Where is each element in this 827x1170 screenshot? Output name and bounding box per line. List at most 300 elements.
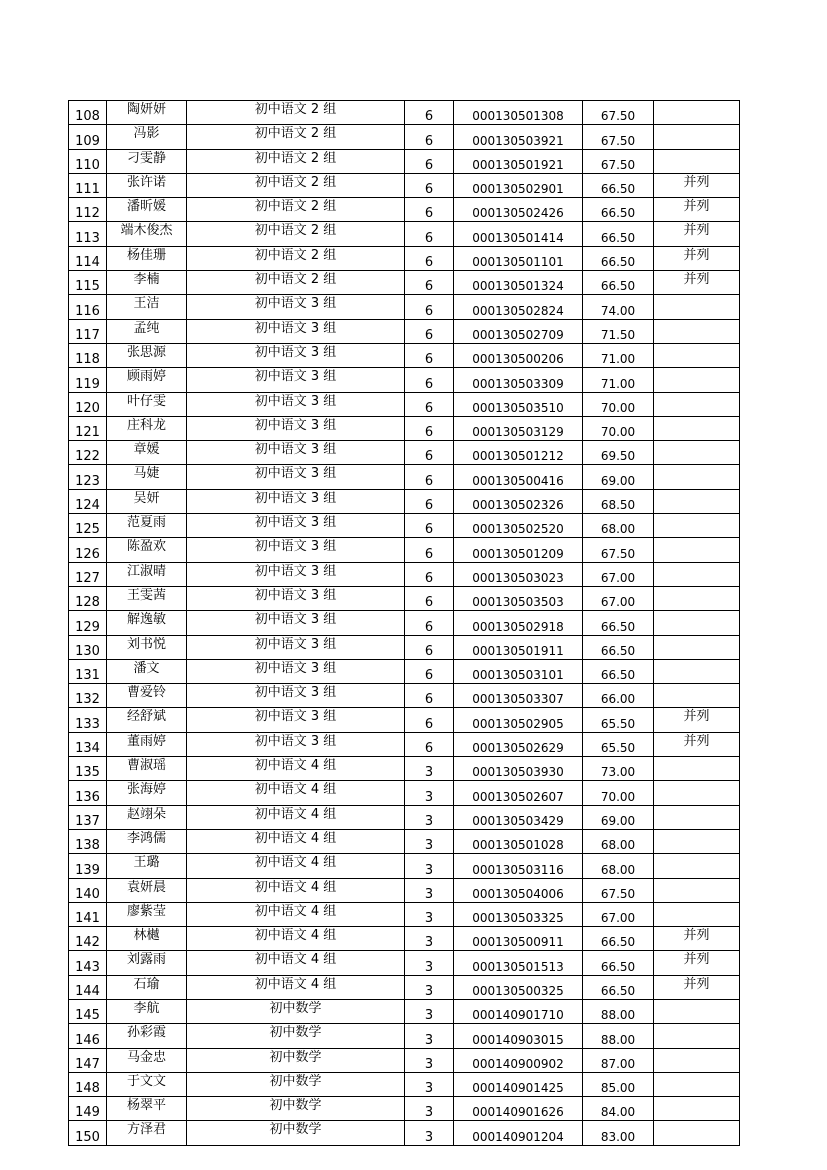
row-number-cell: 149: [69, 1097, 107, 1121]
table-row: [69, 368, 740, 392]
position-group-cell: 初中语文 2 组: [187, 101, 405, 125]
quota-cell: 6: [405, 465, 454, 489]
row-number-cell: 121: [69, 416, 107, 440]
exam-id-cell: 000130503930: [454, 757, 583, 781]
quota-cell: 3: [405, 1072, 454, 1096]
quota-cell: 3: [405, 1048, 454, 1072]
score-cell: 66.50: [583, 198, 654, 222]
row-number-cell: 122: [69, 441, 107, 465]
note-cell: [654, 125, 740, 149]
exam-id-cell: 000130502607: [454, 781, 583, 805]
table-row: [69, 198, 740, 222]
table-row: [69, 173, 740, 197]
position-group-cell: 初中语文 2 组: [187, 125, 405, 149]
note-cell: [654, 1121, 740, 1145]
name-cell: 李鸿儒: [107, 829, 187, 853]
score-table: [68, 100, 740, 1146]
table-row: [69, 125, 740, 149]
name-cell: 庄科龙: [107, 416, 187, 440]
note-cell: [654, 586, 740, 610]
quota-cell: 6: [405, 149, 454, 173]
position-group-cell: 初中语文 3 组: [187, 392, 405, 416]
exam-id-cell: 000140901710: [454, 999, 583, 1023]
quota-cell: 6: [405, 732, 454, 756]
name-cell: 董雨婷: [107, 732, 187, 756]
name-cell: 江淑晴: [107, 562, 187, 586]
note-cell: [654, 1072, 740, 1096]
exam-id-cell: 000130501414: [454, 222, 583, 246]
score-cell: 66.50: [583, 951, 654, 975]
note-cell: 并列: [654, 927, 740, 951]
row-number-cell: 111: [69, 173, 107, 197]
exam-id-cell: 000130503503: [454, 586, 583, 610]
exam-id-cell: 000130502426: [454, 198, 583, 222]
table-row: [69, 732, 740, 756]
score-cell: 66.00: [583, 684, 654, 708]
score-cell: 68.00: [583, 829, 654, 853]
row-number-cell: 120: [69, 392, 107, 416]
row-number-cell: 143: [69, 951, 107, 975]
quota-cell: 6: [405, 319, 454, 343]
name-cell: 王雯茜: [107, 586, 187, 610]
table-row: [69, 1024, 740, 1048]
table-row: [69, 1121, 740, 1145]
exam-id-cell: 000130501911: [454, 635, 583, 659]
exam-id-cell: 000130503921: [454, 125, 583, 149]
score-cell: 66.50: [583, 222, 654, 246]
exam-id-cell: 000130502901: [454, 173, 583, 197]
note-cell: [654, 659, 740, 683]
row-number-cell: 146: [69, 1024, 107, 1048]
row-number-cell: 135: [69, 757, 107, 781]
score-cell: 66.50: [583, 246, 654, 270]
row-number-cell: 136: [69, 781, 107, 805]
exam-id-cell: 000130501209: [454, 538, 583, 562]
quota-cell: 6: [405, 101, 454, 125]
position-group-cell: 初中语文 3 组: [187, 611, 405, 635]
note-cell: [654, 343, 740, 367]
position-group-cell: 初中语文 3 组: [187, 586, 405, 610]
name-cell: 袁妍晨: [107, 878, 187, 902]
note-cell: [654, 295, 740, 319]
note-cell: [654, 611, 740, 635]
quota-cell: 3: [405, 1024, 454, 1048]
note-cell: 并列: [654, 271, 740, 295]
score-cell: 88.00: [583, 999, 654, 1023]
note-cell: [654, 392, 740, 416]
quota-cell: 3: [405, 854, 454, 878]
position-group-cell: 初中语文 3 组: [187, 489, 405, 513]
quota-cell: 6: [405, 368, 454, 392]
row-number-cell: 113: [69, 222, 107, 246]
quota-cell: 6: [405, 173, 454, 197]
name-cell: 王璐: [107, 854, 187, 878]
row-number-cell: 133: [69, 708, 107, 732]
note-cell: [654, 757, 740, 781]
row-number-cell: 110: [69, 149, 107, 173]
exam-id-cell: 000130503307: [454, 684, 583, 708]
exam-id-cell: 000130503116: [454, 854, 583, 878]
table-row: [69, 101, 740, 125]
score-cell: 71.00: [583, 368, 654, 392]
table-row: [69, 659, 740, 683]
position-group-cell: 初中数学: [187, 1072, 405, 1096]
exam-id-cell: 000130503023: [454, 562, 583, 586]
score-cell: 70.00: [583, 392, 654, 416]
position-group-cell: 初中语文 4 组: [187, 975, 405, 999]
exam-id-cell: 000130503510: [454, 392, 583, 416]
score-cell: 67.50: [583, 101, 654, 125]
table-row: [69, 854, 740, 878]
position-group-cell: 初中数学: [187, 1097, 405, 1121]
quota-cell: 6: [405, 635, 454, 659]
position-group-cell: 初中数学: [187, 1048, 405, 1072]
position-group-cell: 初中语文 2 组: [187, 149, 405, 173]
quota-cell: 3: [405, 757, 454, 781]
row-number-cell: 131: [69, 659, 107, 683]
name-cell: 廖紫莹: [107, 902, 187, 926]
position-group-cell: 初中语文 3 组: [187, 319, 405, 343]
name-cell: 张思源: [107, 343, 187, 367]
table-row: [69, 951, 740, 975]
exam-id-cell: 000130503325: [454, 902, 583, 926]
position-group-cell: 初中语文 4 组: [187, 757, 405, 781]
row-number-cell: 147: [69, 1048, 107, 1072]
name-cell: 杨佳珊: [107, 246, 187, 270]
note-cell: [654, 805, 740, 829]
note-cell: [654, 149, 740, 173]
position-group-cell: 初中语文 3 组: [187, 343, 405, 367]
score-cell: 69.00: [583, 805, 654, 829]
row-number-cell: 145: [69, 999, 107, 1023]
position-group-cell: 初中语文 3 组: [187, 465, 405, 489]
exam-id-cell: 000140900902: [454, 1048, 583, 1072]
score-cell: 66.50: [583, 659, 654, 683]
note-cell: [654, 538, 740, 562]
name-cell: 经舒斌: [107, 708, 187, 732]
table-row: [69, 343, 740, 367]
row-number-cell: 119: [69, 368, 107, 392]
table-row: [69, 586, 740, 610]
note-cell: [654, 999, 740, 1023]
position-group-cell: 初中语文 4 组: [187, 854, 405, 878]
score-cell: 66.50: [583, 271, 654, 295]
exam-id-cell: 000130503309: [454, 368, 583, 392]
quota-cell: 6: [405, 441, 454, 465]
name-cell: 马金忠: [107, 1048, 187, 1072]
exam-id-cell: 000130502629: [454, 732, 583, 756]
name-cell: 刘露雨: [107, 951, 187, 975]
exam-id-cell: 000130501212: [454, 441, 583, 465]
exam-id-cell: 000130502326: [454, 489, 583, 513]
position-group-cell: 初中语文 3 组: [187, 441, 405, 465]
row-number-cell: 127: [69, 562, 107, 586]
table-row: [69, 319, 740, 343]
score-cell: 66.50: [583, 635, 654, 659]
quota-cell: 6: [405, 489, 454, 513]
quota-cell: 6: [405, 125, 454, 149]
table-row: [69, 805, 740, 829]
table-row: [69, 392, 740, 416]
exam-id-cell: 000140901425: [454, 1072, 583, 1096]
score-cell: 68.50: [583, 489, 654, 513]
table-row: [69, 1072, 740, 1096]
score-cell: 66.50: [583, 173, 654, 197]
position-group-cell: 初中数学: [187, 1024, 405, 1048]
score-cell: 65.50: [583, 732, 654, 756]
position-group-cell: 初中语文 3 组: [187, 514, 405, 538]
row-number-cell: 140: [69, 878, 107, 902]
table-row: [69, 1048, 740, 1072]
name-cell: 林樾: [107, 927, 187, 951]
exam-id-cell: 000130500911: [454, 927, 583, 951]
position-group-cell: 初中语文 3 组: [187, 708, 405, 732]
position-group-cell: 初中语文 4 组: [187, 829, 405, 853]
table-row: [69, 781, 740, 805]
note-cell: [654, 562, 740, 586]
name-cell: 叶仔雯: [107, 392, 187, 416]
table-row: [69, 999, 740, 1023]
exam-id-cell: 000130501101: [454, 246, 583, 270]
row-number-cell: 138: [69, 829, 107, 853]
position-group-cell: 初中语文 4 组: [187, 902, 405, 926]
name-cell: 刁雯静: [107, 149, 187, 173]
quota-cell: 3: [405, 902, 454, 926]
score-cell: 67.50: [583, 878, 654, 902]
exam-id-cell: 000130502709: [454, 319, 583, 343]
table-row: [69, 684, 740, 708]
note-cell: 并列: [654, 708, 740, 732]
exam-id-cell: 000130502824: [454, 295, 583, 319]
row-number-cell: 129: [69, 611, 107, 635]
note-cell: 并列: [654, 951, 740, 975]
name-cell: 范夏雨: [107, 514, 187, 538]
table-row: [69, 878, 740, 902]
row-number-cell: 134: [69, 732, 107, 756]
exam-id-cell: 000140901626: [454, 1097, 583, 1121]
quota-cell: 3: [405, 999, 454, 1023]
row-number-cell: 148: [69, 1072, 107, 1096]
score-cell: 67.00: [583, 902, 654, 926]
note-cell: [654, 514, 740, 538]
table-row: [69, 975, 740, 999]
exam-id-cell: 000140901204: [454, 1121, 583, 1145]
exam-id-cell: 000130501513: [454, 951, 583, 975]
position-group-cell: 初中语文 2 组: [187, 222, 405, 246]
score-cell: 67.00: [583, 586, 654, 610]
position-group-cell: 初中语文 4 组: [187, 805, 405, 829]
name-cell: 马婕: [107, 465, 187, 489]
name-cell: 方泽君: [107, 1121, 187, 1145]
table-row: [69, 562, 740, 586]
quota-cell: 3: [405, 975, 454, 999]
name-cell: 孙彩霞: [107, 1024, 187, 1048]
score-cell: 68.00: [583, 854, 654, 878]
exam-id-cell: 000130502520: [454, 514, 583, 538]
quota-cell: 3: [405, 829, 454, 853]
note-cell: 并列: [654, 732, 740, 756]
row-number-cell: 115: [69, 271, 107, 295]
name-cell: 于文文: [107, 1072, 187, 1096]
note-cell: [654, 829, 740, 853]
position-group-cell: 初中语文 3 组: [187, 416, 405, 440]
exam-id-cell: 000130503429: [454, 805, 583, 829]
note-cell: [654, 635, 740, 659]
quota-cell: 3: [405, 927, 454, 951]
position-group-cell: 初中语文 3 组: [187, 368, 405, 392]
score-cell: 71.50: [583, 319, 654, 343]
score-cell: 66.50: [583, 611, 654, 635]
name-cell: 曹淑瑶: [107, 757, 187, 781]
table-row: [69, 514, 740, 538]
name-cell: 孟纯: [107, 319, 187, 343]
note-cell: [654, 781, 740, 805]
name-cell: 李航: [107, 999, 187, 1023]
quota-cell: 3: [405, 951, 454, 975]
name-cell: 陶妍妍: [107, 101, 187, 125]
table-row: [69, 489, 740, 513]
quota-cell: 6: [405, 708, 454, 732]
score-cell: 85.00: [583, 1072, 654, 1096]
quota-cell: 6: [405, 659, 454, 683]
position-group-cell: 初中语文 4 组: [187, 927, 405, 951]
row-number-cell: 144: [69, 975, 107, 999]
table-row: [69, 246, 740, 270]
table-row: [69, 829, 740, 853]
table-row: [69, 757, 740, 781]
row-number-cell: 137: [69, 805, 107, 829]
position-group-cell: 初中语文 3 组: [187, 635, 405, 659]
score-cell: 69.50: [583, 441, 654, 465]
exam-id-cell: 000130500325: [454, 975, 583, 999]
score-cell: 65.50: [583, 708, 654, 732]
note-cell: [654, 1097, 740, 1121]
exam-id-cell: 000130502905: [454, 708, 583, 732]
position-group-cell: 初中语文 2 组: [187, 173, 405, 197]
score-cell: 66.50: [583, 975, 654, 999]
quota-cell: 6: [405, 295, 454, 319]
quota-cell: 6: [405, 514, 454, 538]
exam-id-cell: 000130503101: [454, 659, 583, 683]
row-number-cell: 124: [69, 489, 107, 513]
table-row: [69, 222, 740, 246]
exam-id-cell: 000130501028: [454, 829, 583, 853]
row-number-cell: 128: [69, 586, 107, 610]
exam-id-cell: 000130502918: [454, 611, 583, 635]
note-cell: [654, 878, 740, 902]
note-cell: 并列: [654, 975, 740, 999]
quota-cell: 3: [405, 805, 454, 829]
note-cell: [654, 854, 740, 878]
row-number-cell: 142: [69, 927, 107, 951]
table-row: [69, 611, 740, 635]
score-cell: 67.00: [583, 562, 654, 586]
position-group-cell: 初中语文 3 组: [187, 562, 405, 586]
score-cell: 67.50: [583, 125, 654, 149]
name-cell: 吴妍: [107, 489, 187, 513]
row-number-cell: 130: [69, 635, 107, 659]
exam-id-cell: 000130503129: [454, 416, 583, 440]
score-cell: 83.00: [583, 1121, 654, 1145]
position-group-cell: 初中数学: [187, 999, 405, 1023]
row-number-cell: 139: [69, 854, 107, 878]
name-cell: 冯影: [107, 125, 187, 149]
position-group-cell: 初中语文 3 组: [187, 732, 405, 756]
row-number-cell: 126: [69, 538, 107, 562]
quota-cell: 6: [405, 611, 454, 635]
quota-cell: 3: [405, 878, 454, 902]
name-cell: 端木俊杰: [107, 222, 187, 246]
note-cell: [654, 465, 740, 489]
note-cell: [654, 902, 740, 926]
name-cell: 赵翊朵: [107, 805, 187, 829]
exam-id-cell: 000130500416: [454, 465, 583, 489]
table-row: [69, 538, 740, 562]
note-cell: 并列: [654, 198, 740, 222]
name-cell: 杨翠平: [107, 1097, 187, 1121]
row-number-cell: 108: [69, 101, 107, 125]
name-cell: 曹爱铃: [107, 684, 187, 708]
position-group-cell: 初中语文 4 组: [187, 781, 405, 805]
note-cell: [654, 368, 740, 392]
note-cell: [654, 319, 740, 343]
quota-cell: 6: [405, 246, 454, 270]
table-row: [69, 149, 740, 173]
table-row: [69, 927, 740, 951]
quota-cell: 6: [405, 392, 454, 416]
score-cell: 69.00: [583, 465, 654, 489]
position-group-cell: 初中语文 3 组: [187, 659, 405, 683]
table-row: [69, 271, 740, 295]
exam-id-cell: 000130501308: [454, 101, 583, 125]
position-group-cell: 初中语文 4 组: [187, 951, 405, 975]
table-row: [69, 416, 740, 440]
score-cell: 87.00: [583, 1048, 654, 1072]
score-cell: 68.00: [583, 514, 654, 538]
score-cell: 88.00: [583, 1024, 654, 1048]
row-number-cell: 150: [69, 1121, 107, 1145]
table-row: [69, 1097, 740, 1121]
quota-cell: 6: [405, 271, 454, 295]
exam-id-cell: 000130500206: [454, 343, 583, 367]
row-number-cell: 112: [69, 198, 107, 222]
position-group-cell: 初中语文 2 组: [187, 271, 405, 295]
row-number-cell: 141: [69, 902, 107, 926]
table-row: [69, 708, 740, 732]
name-cell: 潘文: [107, 659, 187, 683]
quota-cell: 3: [405, 1121, 454, 1145]
table-row: [69, 902, 740, 926]
position-group-cell: 初中语文 2 组: [187, 246, 405, 270]
position-group-cell: 初中语文 2 组: [187, 198, 405, 222]
position-group-cell: 初中语文 3 组: [187, 538, 405, 562]
note-cell: 并列: [654, 246, 740, 270]
name-cell: 刘书悦: [107, 635, 187, 659]
quota-cell: 6: [405, 562, 454, 586]
quota-cell: 6: [405, 343, 454, 367]
quota-cell: 6: [405, 684, 454, 708]
score-cell: 74.00: [583, 295, 654, 319]
table-row: [69, 465, 740, 489]
note-cell: [654, 416, 740, 440]
position-group-cell: 初中语文 4 组: [187, 878, 405, 902]
note-cell: [654, 1024, 740, 1048]
row-number-cell: 132: [69, 684, 107, 708]
row-number-cell: 117: [69, 319, 107, 343]
note-cell: [654, 441, 740, 465]
table-row: [69, 635, 740, 659]
name-cell: 张海婷: [107, 781, 187, 805]
